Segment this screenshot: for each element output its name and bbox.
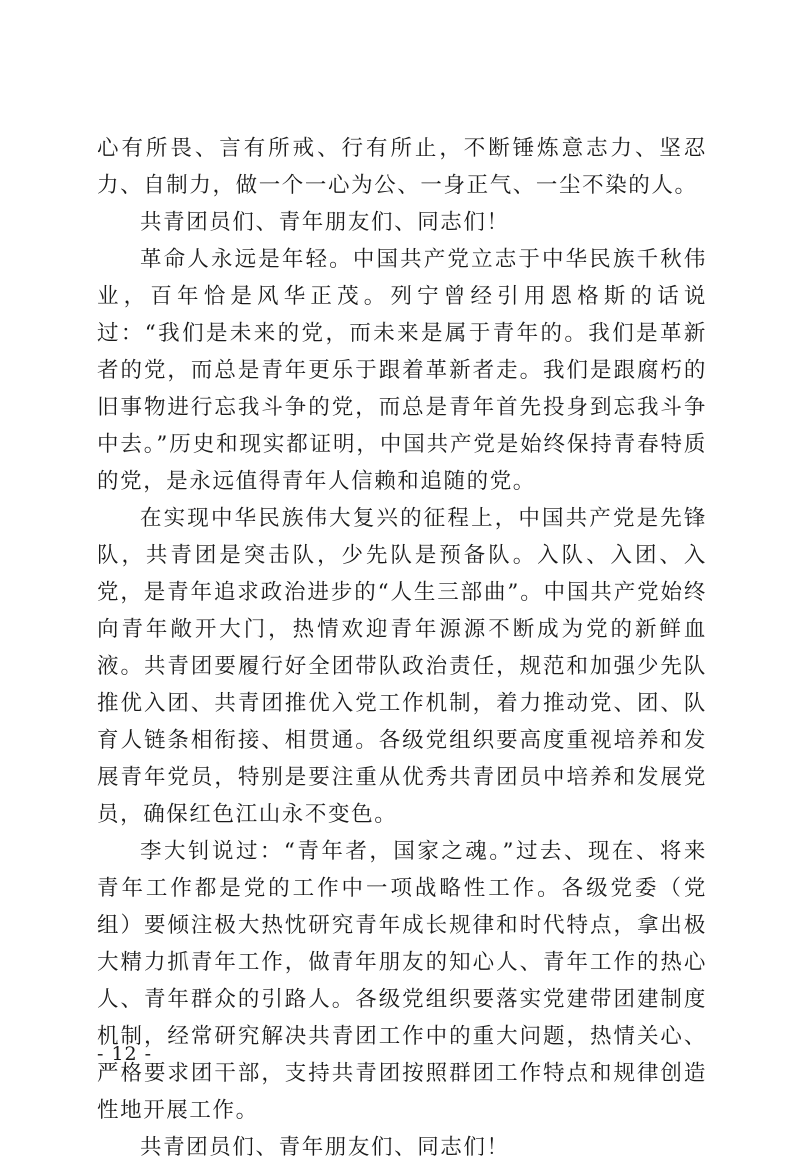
paragraph: 李大钊说过：“青年者，国家之魂。”过去、现在、将来青年工作都是党的工作中一项战略性工作。各级党委（党组）要倾注极大热忱研究青年成长规律和时代特点，拿出极大精力抓青年工作，做青年朋友的知心人、青年工作的热心人、青年群众的引路人。各级党组织要落实党建带团建制度机制，经常研究解决共青团工作中的重大问题，热情关心、严格要求团干部，支持共青团按照群团工作特点和规律创造性地开展工作。 [97,839,707,1123]
paragraph: 共青团员们、青年朋友们、同志们！ [140,1135,510,1160]
paragraph: 革命人永远是年轻。中国共产党立志于中华民族千秋伟业，百年恰是风华正茂。列宁曾经引用恩格斯的话说过：“我们是未来的党，而未来是属于青年的。我们是革新者的党，而总是青年更乐于跟着革新者走。我们是跟腐朽的旧事物进行忘我斗争的党，而总是青年首先投身到忘我斗争中去。”历史和现实都证明，中国共产党是始终保持青春特质的党，是永远值得青年人信赖和追随的党。 [97,247,707,494]
page-number: - 12 - [97,1043,153,1065]
paragraph: 在实现中华民族伟大复兴的征程上，中国共产党是先锋队，共青团是突击队，少先队是预备队。入队、入团、入党，是青年追求政治进步的“人生三部曲”。中国共产党始终向青年敞开大门，热情欢迎青年源源不断成为党的新鲜血液。共青团要履行好全团带队政治责任，规范和加强少先队推优入团、共青团推优入党工作机制，着力推动党、团、队育人链条相衔接、相贯通。各级党组织要高度重视培养和发展青年党员，特别是要注重从优秀共青团员中培养和发展党员，确保红色江山永不变色。 [97,506,707,827]
document-body [97,130,707,1166]
paragraph: 心有所畏、言有所戒、行有所止，不断锤炼意志力、坚忍力、自制力，做一个一心为公、一身正气、一尘不染的人。 [97,136,707,198]
paragraph: 共青团员们、青年朋友们、同志们！ [140,210,510,235]
